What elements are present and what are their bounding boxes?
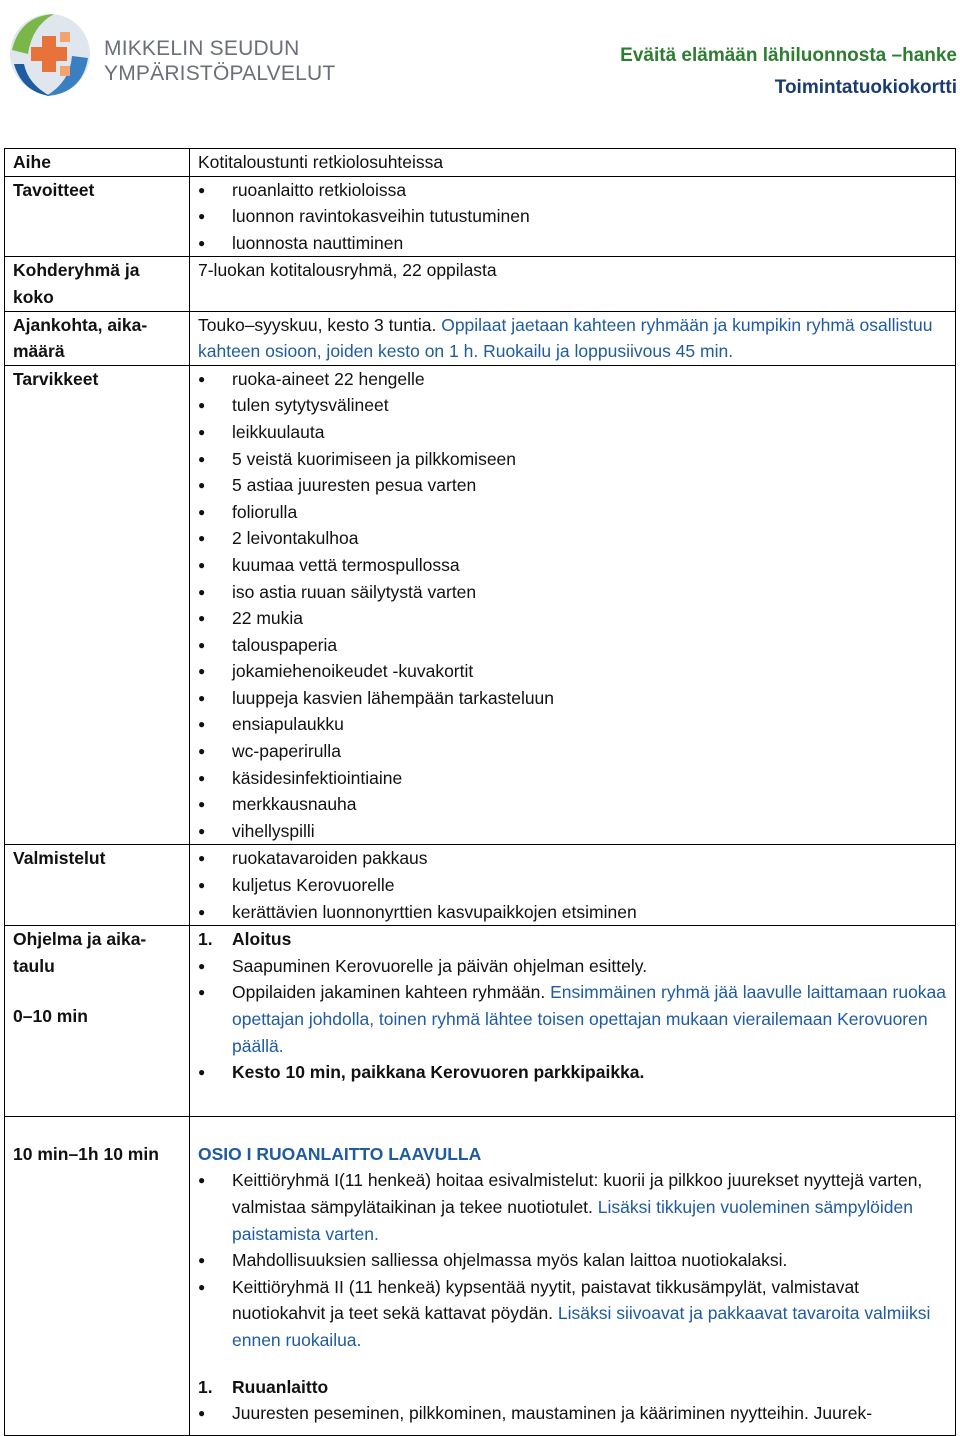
row-ohjelma — [5, 926, 956, 1117]
label-ajankohta: Ajankohta, aika-määrä — [5, 311, 190, 365]
row-kohderyhma — [5, 257, 956, 311]
list-item: ● merkkausnauha — [198, 791, 949, 818]
list-item: ● luonnosta nauttiminen — [198, 230, 949, 257]
list-item: ● wc-paperirulla — [198, 738, 949, 765]
list-item — [198, 1274, 949, 1354]
card-title: Toimintatuokiokortti — [774, 77, 957, 98]
header-titles — [620, 40, 957, 104]
list-item: ● ensiapulaukku — [198, 711, 949, 738]
list-item: ● luonnon ravintokasveihin tutustuminen — [198, 203, 949, 230]
label-tavoitteet: Tavoitteet — [5, 176, 190, 257]
tavoitteet-list — [198, 177, 949, 257]
label-valmistelut: Valmistelut — [5, 845, 190, 926]
section-heading-aloitus — [198, 926, 949, 953]
item-text-b: Ensimmäinen ryhmä jää laavulle laittamaan ruokaa opettajan johdolla, toinen ryhmä lähtee toisen opettajan mukaan vierailemaan Kerovuoren päällä. — [232, 982, 947, 1056]
tarvikkeet-list — [198, 366, 949, 845]
section-number: 1. — [198, 1376, 213, 1397]
list-item — [198, 1167, 949, 1247]
logo-line-2: YMPÄRISTÖPALVELUT — [104, 62, 336, 85]
list-item: ● ruoka-aineet 22 hengelle — [198, 366, 949, 393]
row-osio1 — [5, 1116, 956, 1435]
osio1-list — [198, 1167, 949, 1353]
section-title: Aloitus — [232, 929, 292, 950]
list-item: ● iso astia ruuan säilytystä varten — [198, 579, 949, 606]
list-item: ● 5 astiaa juuresten pesua varten — [198, 472, 949, 499]
list-item: ● foliorulla — [198, 499, 949, 526]
item-text-a: Keittiöryhmä I(11 henkeä) hoitaa esivalmistelut: kuorii ja pilkkoo juurekset nyyttejä varten, valmistaa sämpylätaikinan ja tekee nuotiotulet. — [232, 1170, 923, 1217]
page-header — [0, 0, 960, 110]
label-kohderyhma: Kohderyhmä ja koko — [5, 257, 190, 311]
list-item: ● käsidesinfektiointiaine — [198, 765, 949, 792]
logo-wordmark — [104, 36, 335, 86]
item-text-a: Keittiöryhmä II (11 henkeä) kypsentää nyytit, paistavat tikkusämpylät, valmistavat nuotiokahvit ja teet sekä kattavat pöydän. — [232, 1276, 860, 1324]
row-ajankohta — [5, 311, 956, 365]
list-item: ● tulen sytytysvälineet — [198, 392, 949, 419]
list-item: ● kuljetus Kerovuorelle — [198, 872, 949, 899]
list-item: ● kerättävien luonnonyrttien kasvupaikkojen etsiminen — [198, 899, 949, 926]
value-kohderyhma: 7-luokan kotitalousryhmä, 22 oppilasta — [190, 257, 956, 311]
logo-line-1: MIKKELIN SEUDUN — [104, 37, 300, 60]
section-title: Ruuanlaitto — [232, 1376, 329, 1397]
row-tarvikkeet — [5, 365, 956, 845]
activity-table — [4, 148, 956, 1436]
list-item — [198, 979, 949, 1059]
section-number: 1. — [198, 929, 213, 950]
valmistelut-list — [198, 845, 949, 925]
list-item: ● luuppeja kasvien lähempään tarkasteluun — [198, 685, 949, 712]
label-aihe: Aihe — [5, 149, 190, 177]
list-item: ● kuumaa vettä termospullossa — [198, 552, 949, 579]
osio1-heading: OSIO I RUOANLAITTO LAAVULLA — [198, 1143, 482, 1164]
section-heading-ruuanlaitto — [198, 1374, 949, 1401]
list-item: ● talouspaperia — [198, 632, 949, 659]
list-item: ● ruokatavaroiden pakkaus — [198, 845, 949, 872]
project-title: Eväitä elämään lähiluonnosta –hanke — [620, 45, 957, 66]
label-tarvikkeet: Tarvikkeet — [5, 365, 190, 845]
item-text-b: Lisäksi tikkujen vuoleminen sämpylöiden paistamista varten. — [232, 1196, 913, 1244]
osio1-time: 10 min–1h 10 min — [5, 1116, 190, 1435]
row-aihe — [5, 149, 956, 177]
list-item: ● Saapuminen Kerovuorelle ja päivän ohjelman esittely. — [198, 953, 949, 980]
ruuanlaitto-list — [198, 1400, 949, 1427]
value-aihe: Kotitaloustunti retkiolosuhteissa — [190, 149, 956, 177]
item-text-b: Lisäksi siivoavat ja pakkaavat tavaroita valmiiksi ennen ruokailua. — [232, 1303, 931, 1350]
row-tavoitteet — [5, 176, 956, 257]
list-item: ● 2 leivontakulhoa — [198, 525, 949, 552]
list-item: ● Mahdollisuuksien salliessa ohjelmassa myös kalan laittoa nuotiokalaksi. — [198, 1247, 949, 1274]
list-item: ● 5 veistä kuorimiseen ja pilkkomiseen — [198, 446, 949, 473]
item-text-a: Oppilaiden jakaminen kahteen ryhmään. — [232, 982, 546, 1003]
list-item: ● 22 mukia — [198, 605, 949, 632]
list-item: ● Juuresten peseminen, pilkkominen, maustaminen ja kääriminen nyytteihin. Juurek- — [198, 1400, 949, 1427]
ajankohta-text-a: Touko–syyskuu, kesto 3 tuntia. — [198, 314, 437, 335]
ohjelma-time: 0–10 min — [13, 1006, 88, 1027]
label-ohjelma — [5, 926, 190, 1117]
list-item: ● Kesto 10 min, paikkana Kerovuoren parkkipaikka. — [198, 1059, 949, 1086]
list-item: ● vihellyspilli — [198, 818, 949, 845]
ohjelma-list — [198, 953, 949, 1086]
row-valmistelut — [5, 845, 956, 926]
ohjelma-label: Ohjelma ja aika-taulu — [13, 929, 147, 976]
ajankohta-text-b: Oppilaat jaetaan kahteen ryhmään ja kumpikin ryhmä osallistuu kahteen osioon, joiden kesto on 1 h. Ruokailu ja loppusiivous 45 min. — [198, 314, 933, 362]
list-item: ● ruoanlaitto retkioloissa — [198, 177, 949, 204]
value-ajankohta — [190, 311, 956, 365]
list-item: ● leikkuulauta — [198, 419, 949, 446]
list-item: ● jokamiehenoikeudet -kuvakortit — [198, 658, 949, 685]
